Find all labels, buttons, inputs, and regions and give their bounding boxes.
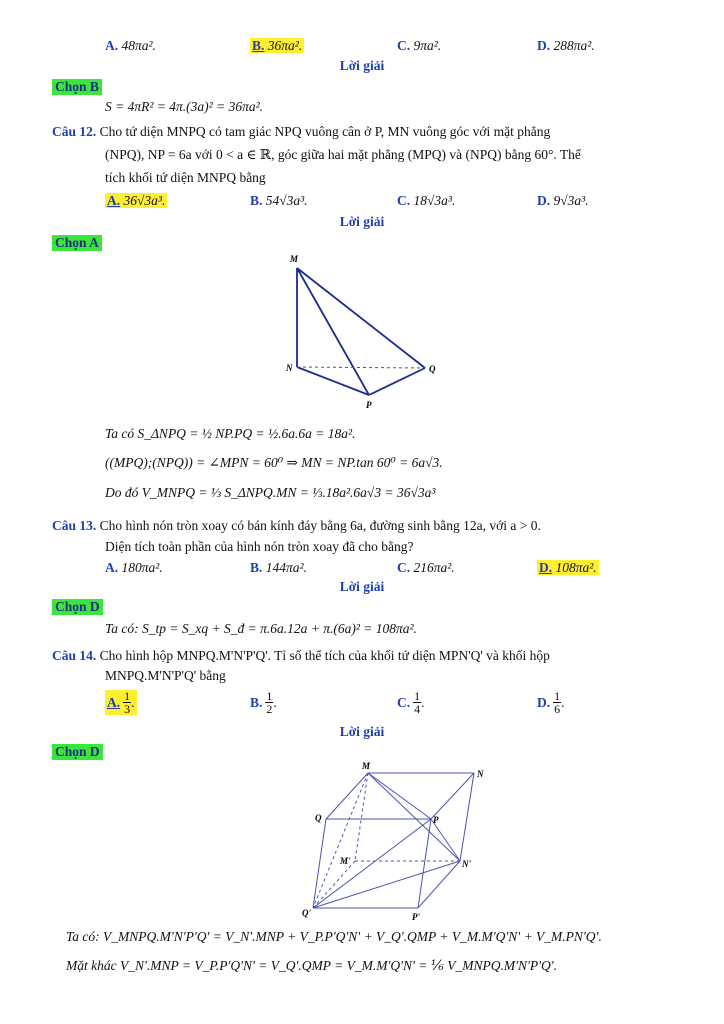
q14-solution-1: Ta có: V_MNPQ.M'N'P'Q' = V_N'.MNP + V_P.P'Q'N' + V_Q'.QMP + V_M.M'Q'N' + V_M.PN'Q'. (66, 929, 602, 944)
q13-line1: Câu 13. Cho hình nón tròn xoay có bán kính đáy bằng 6a, đường sinh bằng 12a, với a > 0. (52, 518, 541, 533)
edge-NQ-hidden (297, 367, 425, 368)
parallelepiped-figure (300, 760, 500, 925)
q13-line2: Diện tích toàn phần của hình nón tròn xoay đã cho bằng? (105, 539, 414, 554)
label-M: M (290, 254, 299, 264)
q13-option-a[interactable]: A. 180πa². (105, 560, 163, 575)
q14-option-a[interactable]: A. 1 3 . (107, 689, 135, 716)
label-P: P (366, 400, 372, 410)
q13-option-c[interactable]: C. 216πa². (397, 560, 455, 575)
q12-chosen-answer: Chọn A (52, 235, 102, 251)
label-N: N (477, 769, 484, 779)
q12-loigiai-heading: Lời giải (339, 214, 385, 229)
q14-line2: MNPQ.M'N'P'Q' bằng (105, 668, 226, 683)
edge-PN1 (431, 819, 460, 861)
q12-line1: Câu 12. Cho tứ diện MNPQ có tam giác NPQ vuông cân ở P, MN vuông góc với mặt phẳng (52, 124, 551, 139)
q12-option-d[interactable]: D. 9√3a³. (537, 193, 589, 208)
q13-option-b[interactable]: B. 144πa². (250, 560, 307, 575)
q12-option-b[interactable]: B. 54√3a³. (250, 193, 308, 208)
label-Q: Q (429, 364, 436, 374)
edge-MP (297, 268, 369, 395)
label-P1: P' (412, 912, 420, 922)
q12-option-a[interactable]: A. 36√3a³. (107, 193, 166, 208)
q14-loigiai-heading: Lời giải (339, 724, 385, 739)
q14-option-b[interactable]: B. 1 2 . (250, 689, 277, 716)
q13-loigiai-heading: Lời giải (339, 579, 385, 594)
tetrahedron-figure (280, 250, 440, 415)
q12-option-c[interactable]: C. 18√3a³. (397, 193, 456, 208)
q14-option-c[interactable]: C. 1 4 . (397, 689, 425, 716)
q11-option-a[interactable]: A. 48πa². (105, 38, 156, 53)
edge-PP1 (418, 819, 431, 908)
label-N: N (286, 363, 293, 373)
q14-chosen-answer: Chọn D (52, 744, 103, 760)
q14-line1: Câu 14. Cho hình hộp MNPQ.M'N'P'Q'. Tỉ số thể tích của khối tứ diện MPN'Q' và khối hộp (52, 648, 550, 663)
q13-option-d[interactable]: D. 108πa². (539, 560, 597, 575)
edge-PQ (369, 368, 425, 395)
q11-loigiai-heading: Lời giải (339, 58, 385, 73)
q11-option-d[interactable]: D. 288πa². (537, 38, 595, 53)
edge-MQ (297, 268, 425, 368)
q14-solution-2: Mặt khác V_N'.MNP = V_P.P'Q'N' = V_Q'.QMP = V_M.M'Q'N' = ⅙ V_MNPQ.M'N'P'Q'. (66, 958, 558, 973)
edge-MP (368, 773, 431, 819)
q12-solution-2: ((MPQ);(NPQ)) = ∠MPN = 60⁰ ⇒ MN = NP.tan 60⁰ = 6a√3. (105, 455, 443, 470)
label-Q1: Q' (302, 908, 311, 918)
edge-QQ1 (313, 819, 326, 908)
q14-option-d[interactable]: D. 1 6 . (537, 689, 565, 716)
label-Q: Q (315, 813, 322, 823)
q11-solution: S = 4πR² = 4π.(3a)² = 36πa². (105, 99, 263, 114)
edge-MN1 (368, 773, 460, 861)
edge-MM1-hidden (355, 773, 368, 861)
edge-NP (297, 367, 369, 395)
q13-solution: Ta có: S_tp = S_xq + S_đ = π.6a.12a + π.(6a)² = 108πa². (105, 621, 417, 636)
label-M: M (362, 761, 371, 771)
label-P: P (433, 815, 439, 825)
q12-solution-3: Do đó V_MNPQ = ⅓ S_ΔNPQ.MN = ⅓.18a².6a√3 = 36√3a³ (105, 485, 436, 500)
q12-line3: tích khối tứ diện MNPQ bằng (105, 170, 266, 185)
label-N1: N' (462, 859, 471, 869)
q13-chosen-answer: Chọn D (52, 599, 103, 615)
label-M1: M' (340, 856, 351, 866)
edge-Q1N1 (313, 861, 460, 908)
q12-line2: (NPQ), NP = 6a với 0 < a ∈ ℝ, góc giữa hai mặt phẳng (MPQ) và (NPQ) bằng 60°. Thể (105, 147, 581, 162)
q12-solution-1: Ta có S_ΔNPQ = ½ NP.PQ = ½.6a.6a = 18a². (105, 426, 356, 441)
edge-MQ (326, 773, 368, 819)
q11-option-c[interactable]: C. 9πa². (397, 38, 442, 53)
q11-chosen-answer: Chọn B (52, 79, 102, 95)
q11-option-b[interactable]: B. 36πa². (252, 38, 303, 53)
